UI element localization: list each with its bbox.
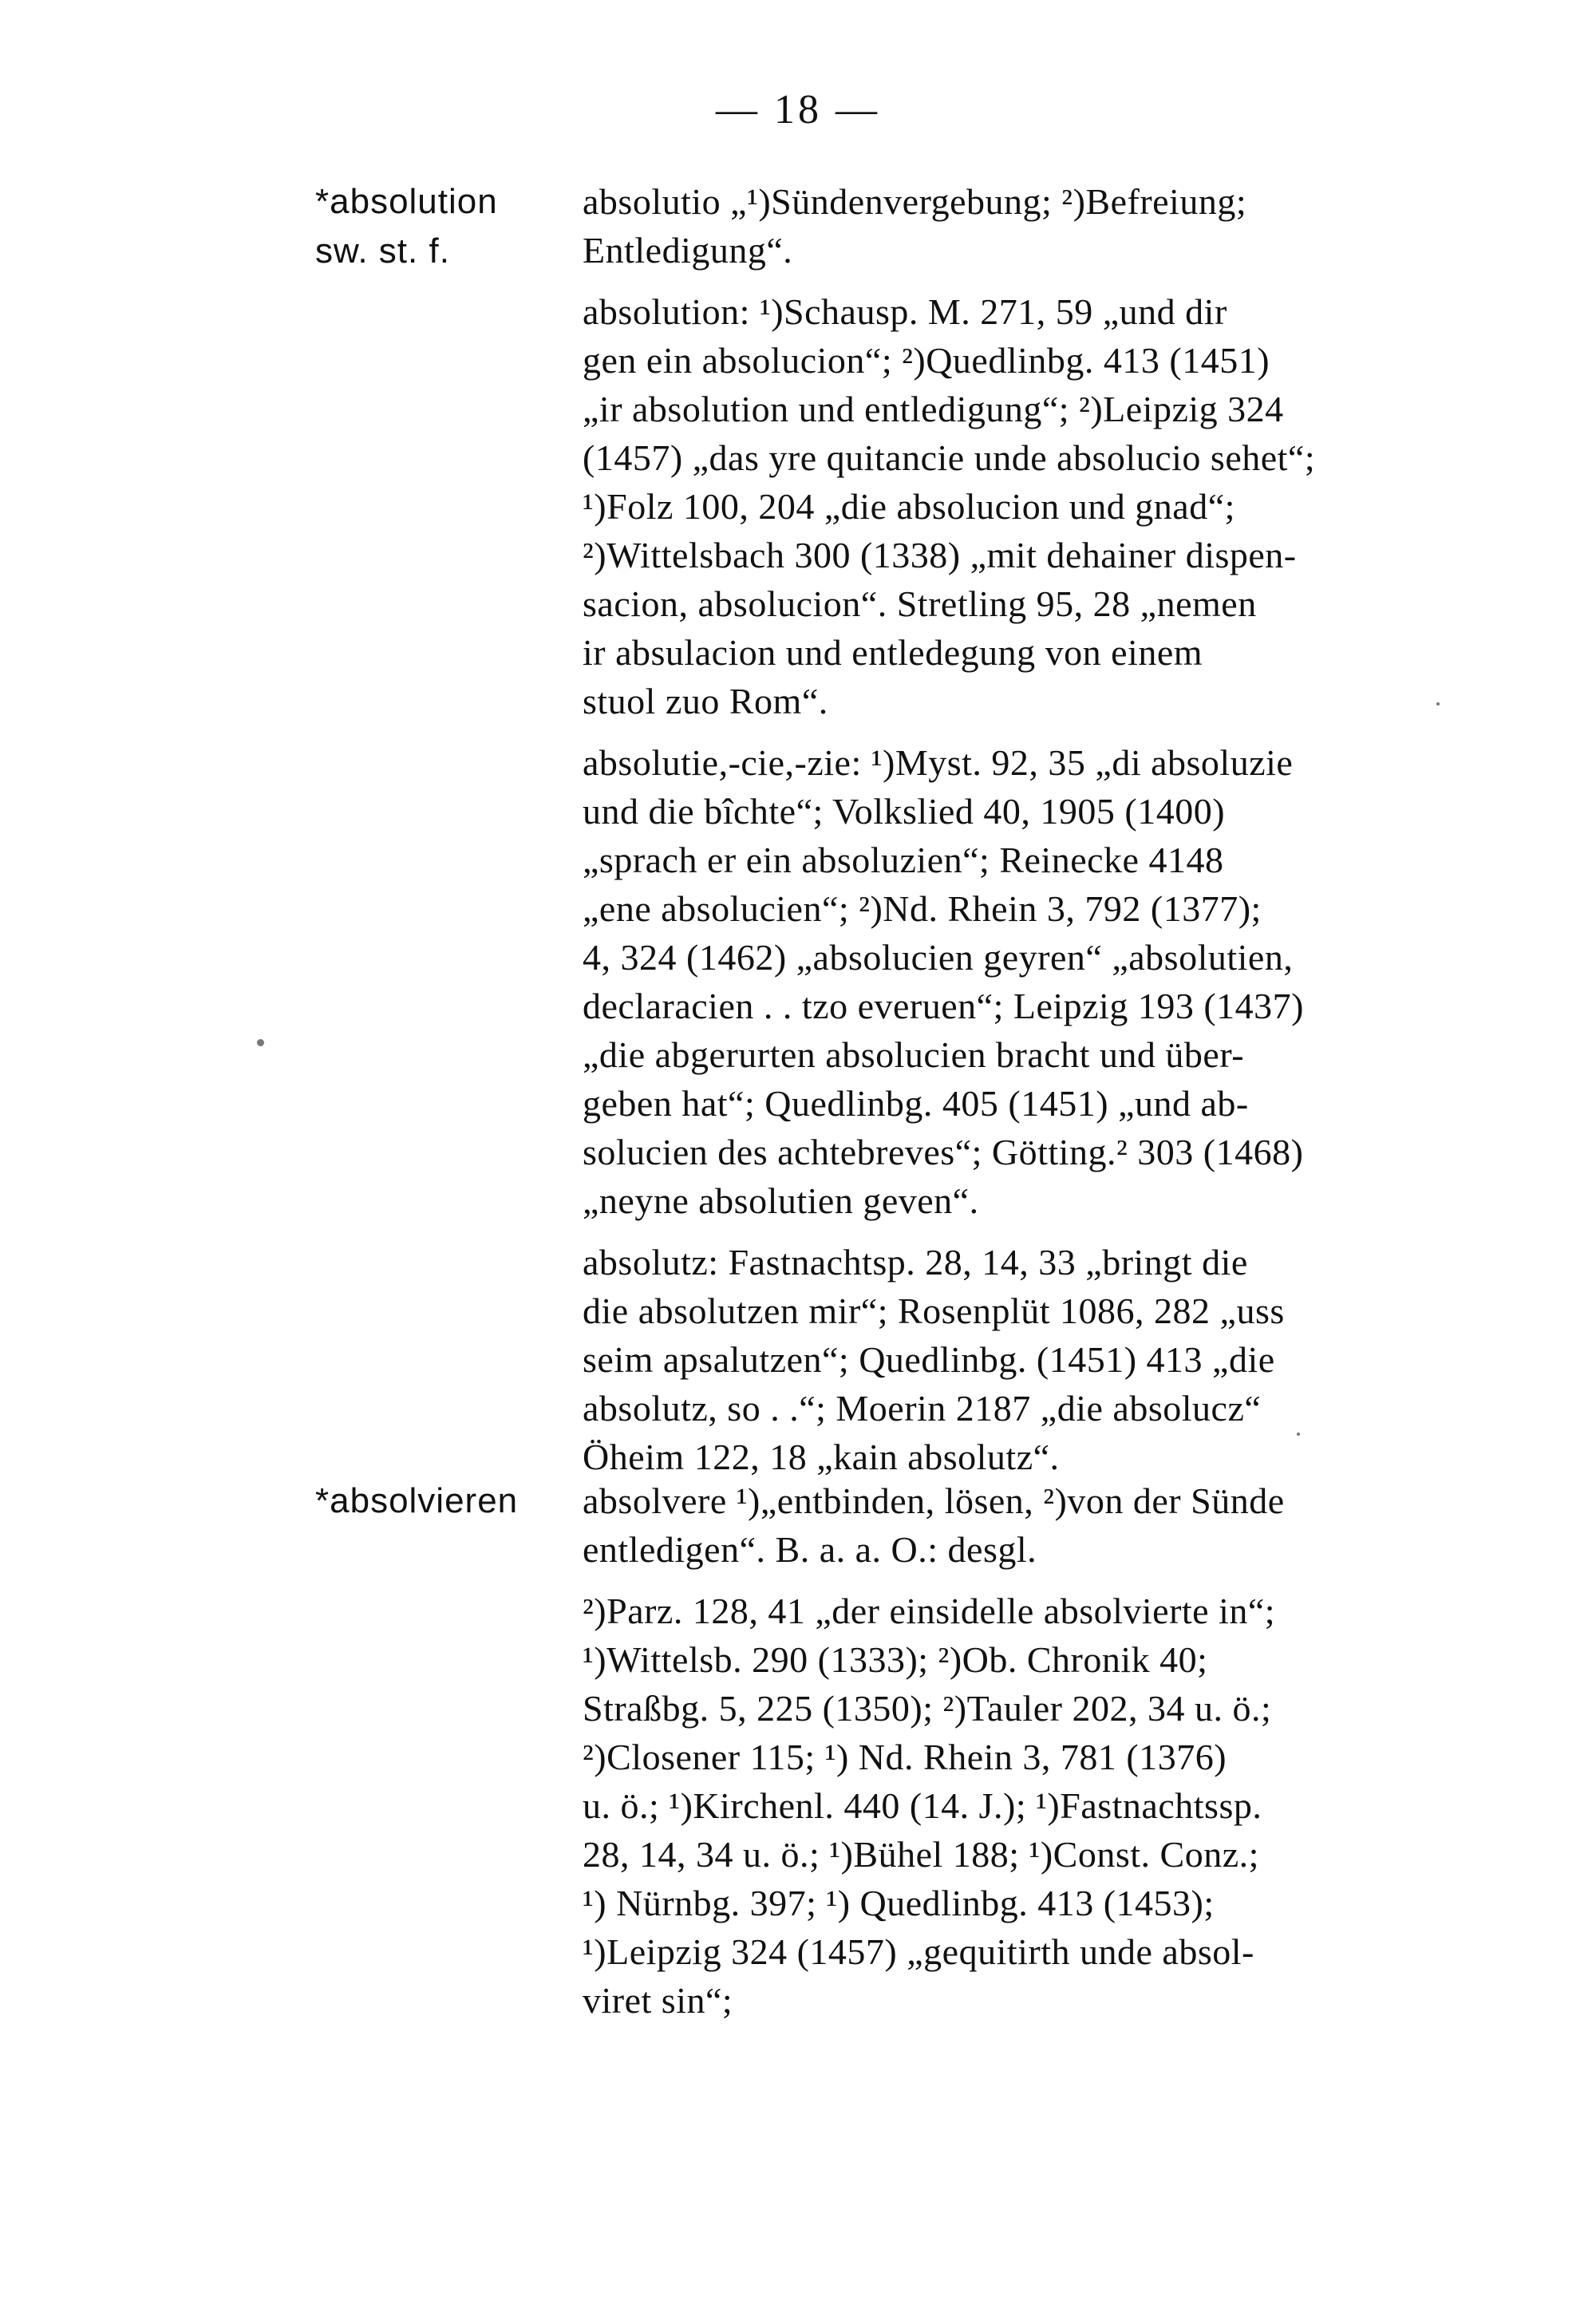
entry-body (583, 1476, 1428, 2037)
text-line: absolvere ¹)„entbinden, lösen, ²)von der Sünde (583, 1480, 1285, 1521)
text-line: viret sin“; (583, 1980, 733, 2021)
text-line: ¹)Wittelsb. 290 (1333); ²)Ob. Chronik 40; (583, 1639, 1208, 1680)
citation-paragraph (583, 287, 1428, 725)
text-line: „ene absolucien“; ²)Nd. Rhein 3, 792 (1377); (583, 888, 1262, 929)
text-line: ²)Wittelsbach 300 (1338) „mit dehainer dispen- (583, 535, 1297, 575)
text-line: „neyne absolutien geven“. (583, 1180, 979, 1221)
text-line: „sprach er ein absoluzien“; Reinecke 4148 (583, 840, 1224, 880)
text-line: seim apsalutzen“; Quedlinbg. (1451) 413 „die (583, 1339, 1275, 1380)
page-number: — 18 — (716, 87, 880, 132)
text-line: entledigen“. B. a. a. O.: desgl. (583, 1529, 1037, 1570)
headword (315, 1476, 555, 1526)
text-line: ²)Closener 115; ¹) Nd. Rhein 3, 781 (1376) (583, 1737, 1227, 1777)
text-line: und die bîchte“; Volkslied 40, 1905 (1400) (583, 791, 1226, 832)
text-line: geben hat“; Quedlinbg. 405 (1451) „und ab- (583, 1083, 1249, 1124)
text-line: absolution: ¹)Schausp. M. 271, 59 „und dir (583, 291, 1227, 332)
text-line: absolutz: Fastnachtsp. 28, 14, 33 „bringt die (583, 1242, 1248, 1283)
entry-body (583, 177, 1428, 1494)
scan-speck (1436, 702, 1440, 705)
text-line: Entledigung“. (583, 230, 793, 271)
citation-paragraph (583, 1238, 1428, 1481)
text-line: u. ö.; ¹)Kirchenl. 440 (14. J.); ¹)Fastnachtssp. (583, 1785, 1262, 1826)
headword-line: *absolvieren (315, 1481, 519, 1520)
citation-paragraph (583, 1587, 1428, 2025)
text-line: ir absulacion und entledegung von einem (583, 632, 1203, 673)
text-line: solucien des achtebreves“; Götting.² 303 (1468) (583, 1132, 1304, 1172)
text-line: Straßbg. 5, 225 (1350); ²)Tauler 202, 34 u. ö.; (583, 1688, 1272, 1729)
text-line: sacion, absolucion“. Stretling 95, 28 „nemen (583, 583, 1257, 624)
scan-speck (1297, 1433, 1300, 1436)
definition-paragraph (583, 1476, 1428, 1574)
headword-line: *absolution (315, 182, 498, 221)
text-line: ¹) Nürnbg. 397; ¹) Quedlinbg. 413 (1453); (583, 1883, 1215, 1923)
text-line: die absolutzen mir“; Rosenplüt 1086, 282 „uss (583, 1290, 1285, 1331)
headword (315, 177, 555, 276)
text-line: absolutie,-cie,-zie: ¹)Myst. 92, 35 „di absoluzie (583, 742, 1294, 783)
text-line: ²)Parz. 128, 41 „der einsidelle absolvierte in“; (583, 1591, 1276, 1631)
text-line: (1457) „das yre quitancie unde absolucio sehet“; (583, 437, 1316, 478)
text-line: 28, 14, 34 u. ö.; ¹)Bühel 188; ¹)Const. Conz.; (583, 1834, 1259, 1875)
text-line: declaracien . . tzo everuen“; Leipzig 193 (1437) (583, 986, 1304, 1026)
scan-speck (257, 1039, 264, 1046)
text-line: ¹)Leipzig 324 (1457) „gequitirth unde absol- (583, 1931, 1254, 1972)
text-line: absolutio „¹)Sündenvergebung; ²)Befreiung; (583, 181, 1247, 222)
text-line: „die abgerurten absolucien bracht und über- (583, 1034, 1245, 1075)
text-line: 4, 324 (1462) „absolucien geyren“ „absolutien, (583, 937, 1294, 978)
text-line: absolutz, so . .“; Moerin 2187 „die absolucz“ (583, 1388, 1262, 1429)
text-line: Öheim 122, 18 „kain absolutz“. (583, 1437, 1060, 1477)
text-line: gen ein absolucion“; ²)Quedlinbg. 413 (1451) (583, 340, 1270, 381)
definition-paragraph (583, 177, 1428, 275)
citation-paragraph (583, 738, 1428, 1225)
text-line: „ir absolution und entledigung“; ²)Leipzig 324 (583, 389, 1284, 429)
text-line: ¹)Folz 100, 204 „die absolucion und gnad“; (583, 486, 1235, 527)
headword-grammar: sw. st. f. (315, 231, 450, 271)
text-line: stuol zuo Rom“. (583, 681, 828, 721)
